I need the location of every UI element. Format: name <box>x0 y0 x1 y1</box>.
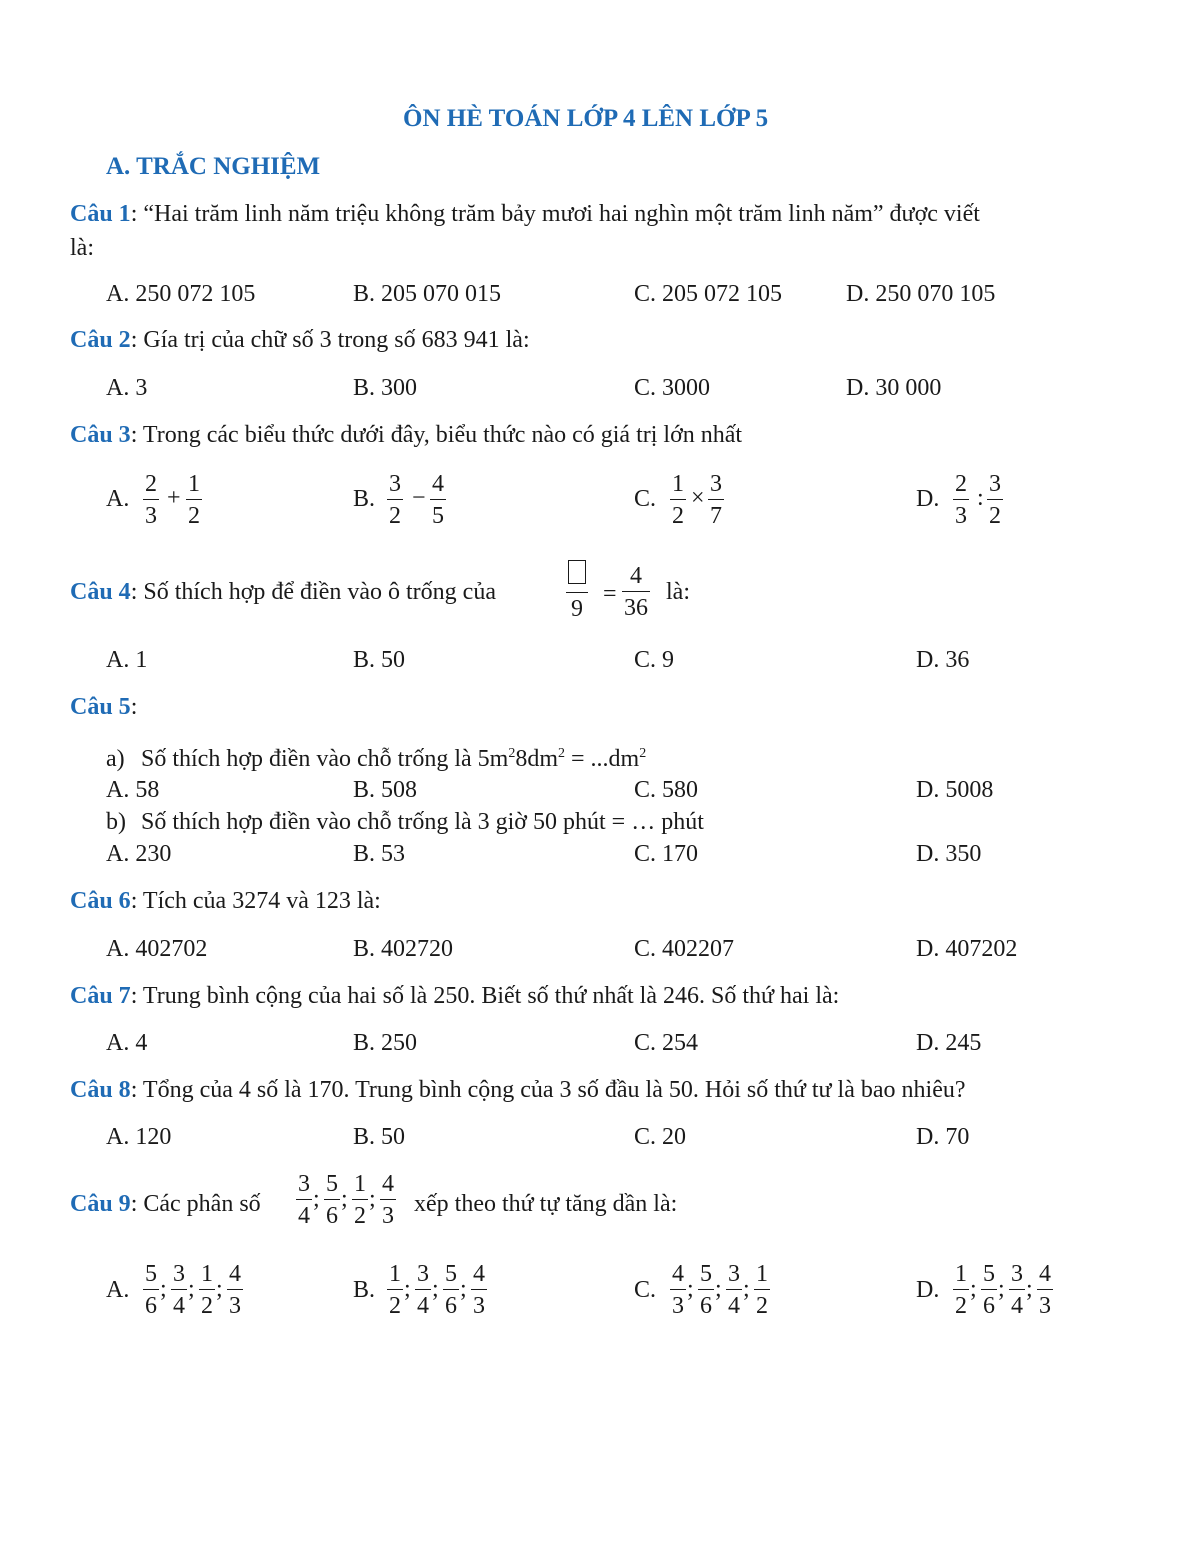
denominator: 3 <box>473 1293 485 1319</box>
option-c: C. 254 <box>634 1030 699 1056</box>
question-text: : Tổng của 4 số là 170. Trung bình cộng của 3 số đầu là 50. Hỏi số thứ tư là bao nhiêu? <box>130 1077 966 1103</box>
fraction <box>143 472 159 528</box>
numerator: 5 <box>145 1261 157 1287</box>
fraction <box>953 1262 969 1318</box>
question-6 <box>70 889 381 913</box>
numerator: 3 <box>389 471 401 497</box>
operator: + <box>167 485 181 511</box>
numerator: 3 <box>417 1261 429 1287</box>
fraction-with-blank <box>566 560 588 621</box>
separator: ; <box>1026 1276 1033 1302</box>
fraction <box>296 1172 312 1228</box>
fraction <box>670 472 686 528</box>
fraction <box>1037 1262 1053 1318</box>
fraction <box>726 1262 742 1318</box>
question-label: Câu 9 <box>70 1191 131 1217</box>
fraction <box>471 1262 487 1318</box>
denominator: 4 <box>417 1293 429 1319</box>
fraction <box>987 472 1003 528</box>
question-text: : Trong các biểu thức dưới đây, biểu thức nào có giá trị lớn nhất <box>130 422 743 448</box>
option-b: B. 50 <box>353 1124 406 1150</box>
numerator: 2 <box>955 471 967 497</box>
numerator: 5 <box>983 1261 995 1287</box>
denominator: 4 <box>173 1293 185 1319</box>
denominator: 2 <box>989 503 1001 529</box>
fraction <box>387 1262 403 1318</box>
question-4-tail: là: <box>666 579 690 605</box>
fraction <box>171 1262 187 1318</box>
option-c: C. 205 072 105 <box>634 281 783 307</box>
numerator: 3 <box>728 1261 740 1287</box>
separator: ; <box>313 1186 320 1212</box>
denominator: 3 <box>229 1293 241 1319</box>
option-d-letter: D. <box>916 1277 940 1303</box>
denominator: 2 <box>389 1293 401 1319</box>
denominator: 6 <box>326 1203 338 1229</box>
question-4 <box>70 580 496 604</box>
option-c: C. 402207 <box>634 936 735 962</box>
part-a-option-d: D. 5008 <box>916 777 994 803</box>
question-1 <box>70 202 980 226</box>
part-b-label: b) <box>106 809 126 835</box>
numerator: 4 <box>432 471 444 497</box>
denominator: 5 <box>432 503 444 529</box>
numerator: 3 <box>298 1171 310 1197</box>
separator: ; <box>687 1276 694 1302</box>
separator: ; <box>743 1276 750 1302</box>
fraction <box>199 1262 215 1318</box>
operator: − <box>412 485 426 511</box>
part-b-option-a: A. 230 <box>106 841 172 867</box>
option-a: A. 3 <box>106 375 148 401</box>
page-title: ÔN HÈ TOÁN LỚP 4 LÊN LỚP 5 <box>403 105 769 132</box>
option-b: B. 300 <box>353 375 418 401</box>
numerator: 5 <box>700 1261 712 1287</box>
option-d: D. 245 <box>916 1030 982 1056</box>
denominator: 3 <box>1039 1293 1051 1319</box>
option-c-letter: C. <box>634 486 657 512</box>
fraction <box>415 1262 431 1318</box>
denominator: 6 <box>445 1293 457 1319</box>
denominator: 3 <box>145 503 157 529</box>
numerator: 1 <box>955 1261 967 1287</box>
denominator: 4 <box>728 1293 740 1319</box>
option-c: C. 3000 <box>634 375 711 401</box>
numerator: 3 <box>710 471 722 497</box>
denominator: 9 <box>571 596 583 622</box>
fraction <box>622 564 650 620</box>
part-a-option-a: A. 58 <box>106 777 160 803</box>
option-a: A. 4 <box>106 1030 148 1056</box>
numerator: 1 <box>354 1171 366 1197</box>
denominator: 6 <box>700 1293 712 1319</box>
fraction <box>324 1172 340 1228</box>
fraction <box>670 1262 686 1318</box>
equals-sign: = <box>603 581 617 607</box>
question-label: Câu 6 <box>70 888 131 914</box>
option-a: A. 120 <box>106 1124 172 1150</box>
part-a-option-c: C. 580 <box>634 777 699 803</box>
option-b: B. 402720 <box>353 936 454 962</box>
fraction <box>754 1262 770 1318</box>
numerator: 3 <box>1011 1261 1023 1287</box>
option-d: D. 30 000 <box>846 375 942 401</box>
question-text: : Trung bình cộng của hai số là 250. Biết số thứ nhất là 246. Số thứ hai là: <box>130 983 840 1009</box>
fraction <box>380 1172 396 1228</box>
numerator: 1 <box>389 1261 401 1287</box>
denominator: 6 <box>983 1293 995 1319</box>
denominator: 3 <box>672 1293 684 1319</box>
question-label: Câu 5 <box>70 694 131 720</box>
numerator: 1 <box>756 1261 768 1287</box>
question-8 <box>70 1078 966 1102</box>
separator: ; <box>404 1276 411 1302</box>
numerator: 4 <box>229 1261 241 1287</box>
question-text: : Số thích hợp để điền vào ô trống của <box>130 579 496 605</box>
part-a-option-b: B. 508 <box>353 777 418 803</box>
question-label: Câu 4 <box>70 579 131 605</box>
separator: ; <box>460 1276 467 1302</box>
question-9 <box>70 1192 261 1216</box>
question-text: : Tích của 3274 và 123 là: <box>130 888 381 914</box>
question-text: : Gía trị của chữ số 3 trong số 683 941 là: <box>130 327 530 353</box>
numerator: 3 <box>173 1261 185 1287</box>
option-c: C. 20 <box>634 1124 687 1150</box>
denominator: 2 <box>201 1293 213 1319</box>
question-2 <box>70 328 530 352</box>
separator: ; <box>341 1186 348 1212</box>
operator: : <box>977 485 984 511</box>
part-a-label: a) <box>106 746 125 772</box>
fraction <box>698 1262 714 1318</box>
numerator: 1 <box>672 471 684 497</box>
denominator: 2 <box>672 503 684 529</box>
option-a: A. 402702 <box>106 936 208 962</box>
question-label: Câu 2 <box>70 327 131 353</box>
option-b-letter: B. <box>353 486 376 512</box>
question-3 <box>70 423 742 447</box>
option-b-letter: B. <box>353 1277 376 1303</box>
option-d: D. 407202 <box>916 936 1018 962</box>
option-d-letter: D. <box>916 486 940 512</box>
fraction <box>430 472 446 528</box>
fraction <box>953 472 969 528</box>
denominator: 2 <box>389 503 401 529</box>
option-b: B. 250 <box>353 1030 418 1056</box>
option-a-letter: A. <box>106 486 130 512</box>
option-c-letter: C. <box>634 1277 657 1303</box>
area-expression: $5m^28dm^2 = ...dm^2$ <box>477 746 647 772</box>
option-d: D. 70 <box>916 1124 970 1150</box>
numerator: 4 <box>382 1171 394 1197</box>
separator: ; <box>188 1276 195 1302</box>
denominator: 3 <box>382 1203 394 1229</box>
option-d: D. 36 <box>916 647 970 673</box>
option-c: C. 9 <box>634 647 675 673</box>
fraction <box>352 1172 368 1228</box>
denominator: 36 <box>624 595 648 621</box>
question-text: : <box>130 694 138 720</box>
fraction <box>143 1262 159 1318</box>
numerator: 4 <box>473 1261 485 1287</box>
question-text: : Các phân số <box>130 1191 261 1217</box>
option-a: A. 250 072 105 <box>106 281 256 307</box>
numerator: 2 <box>145 471 157 497</box>
part-b-option-d: D. 350 <box>916 841 982 867</box>
option-b: B. 205 070 015 <box>353 281 502 307</box>
question-7 <box>70 984 839 1008</box>
denominator: 4 <box>1011 1293 1023 1319</box>
numerator: 1 <box>188 471 200 497</box>
question-label: Câu 7 <box>70 983 131 1009</box>
numerator: 3 <box>989 471 1001 497</box>
question-9-tail: xếp theo thứ tự tăng dần là: <box>414 1191 678 1217</box>
fraction <box>227 1262 243 1318</box>
fraction <box>443 1262 459 1318</box>
separator: ; <box>970 1276 977 1302</box>
numerator: 5 <box>445 1261 457 1287</box>
option-b: B. 50 <box>353 647 406 673</box>
separator: ; <box>998 1276 1005 1302</box>
numerator: 4 <box>630 563 642 589</box>
option-a: A. 1 <box>106 647 148 673</box>
blank-box <box>568 560 586 584</box>
part-b-option-c: C. 170 <box>634 841 699 867</box>
section-heading: A. TRẮC NGHIỆM <box>106 153 321 180</box>
fraction <box>387 472 403 528</box>
separator: ; <box>369 1186 376 1212</box>
part-b-option-b: B. 53 <box>353 841 406 867</box>
separator: ; <box>160 1276 167 1302</box>
denominator: 2 <box>188 503 200 529</box>
part-b-text: Số thích hợp điền vào chỗ trống là 3 giờ 50 phút = … phút <box>141 809 704 835</box>
question-label: Câu 8 <box>70 1077 131 1103</box>
numerator: 4 <box>672 1261 684 1287</box>
question-label: Câu 1 <box>70 201 131 227</box>
denominator: 7 <box>710 503 722 529</box>
operator: × <box>691 485 705 511</box>
numerator: 5 <box>326 1171 338 1197</box>
separator: ; <box>216 1276 223 1302</box>
separator: ; <box>432 1276 439 1302</box>
question-text: : “Hai trăm linh năm triệu không trăm bảy mươi hai nghìn một trăm linh năm” được viết <box>130 201 980 227</box>
denominator: 2 <box>354 1203 366 1229</box>
denominator: 2 <box>756 1293 768 1319</box>
denominator: 3 <box>955 503 967 529</box>
question-5 <box>70 695 137 719</box>
fraction <box>981 1262 997 1318</box>
numerator: 4 <box>1039 1261 1051 1287</box>
option-d: D. 250 070 105 <box>846 281 996 307</box>
numerator: 1 <box>201 1261 213 1287</box>
separator: ; <box>715 1276 722 1302</box>
question-label: Câu 3 <box>70 422 131 448</box>
denominator: 2 <box>955 1293 967 1319</box>
fraction <box>1009 1262 1025 1318</box>
question-1-text-continued: là: <box>70 235 94 261</box>
part-a-text: Số thích hợp điền vào chỗ trống là $5m^28dm^2 = ...dm^2$ <box>141 746 647 772</box>
denominator: 6 <box>145 1293 157 1319</box>
denominator: 4 <box>298 1203 310 1229</box>
fraction <box>708 472 724 528</box>
option-a-letter: A. <box>106 1277 130 1303</box>
fraction <box>186 472 202 528</box>
